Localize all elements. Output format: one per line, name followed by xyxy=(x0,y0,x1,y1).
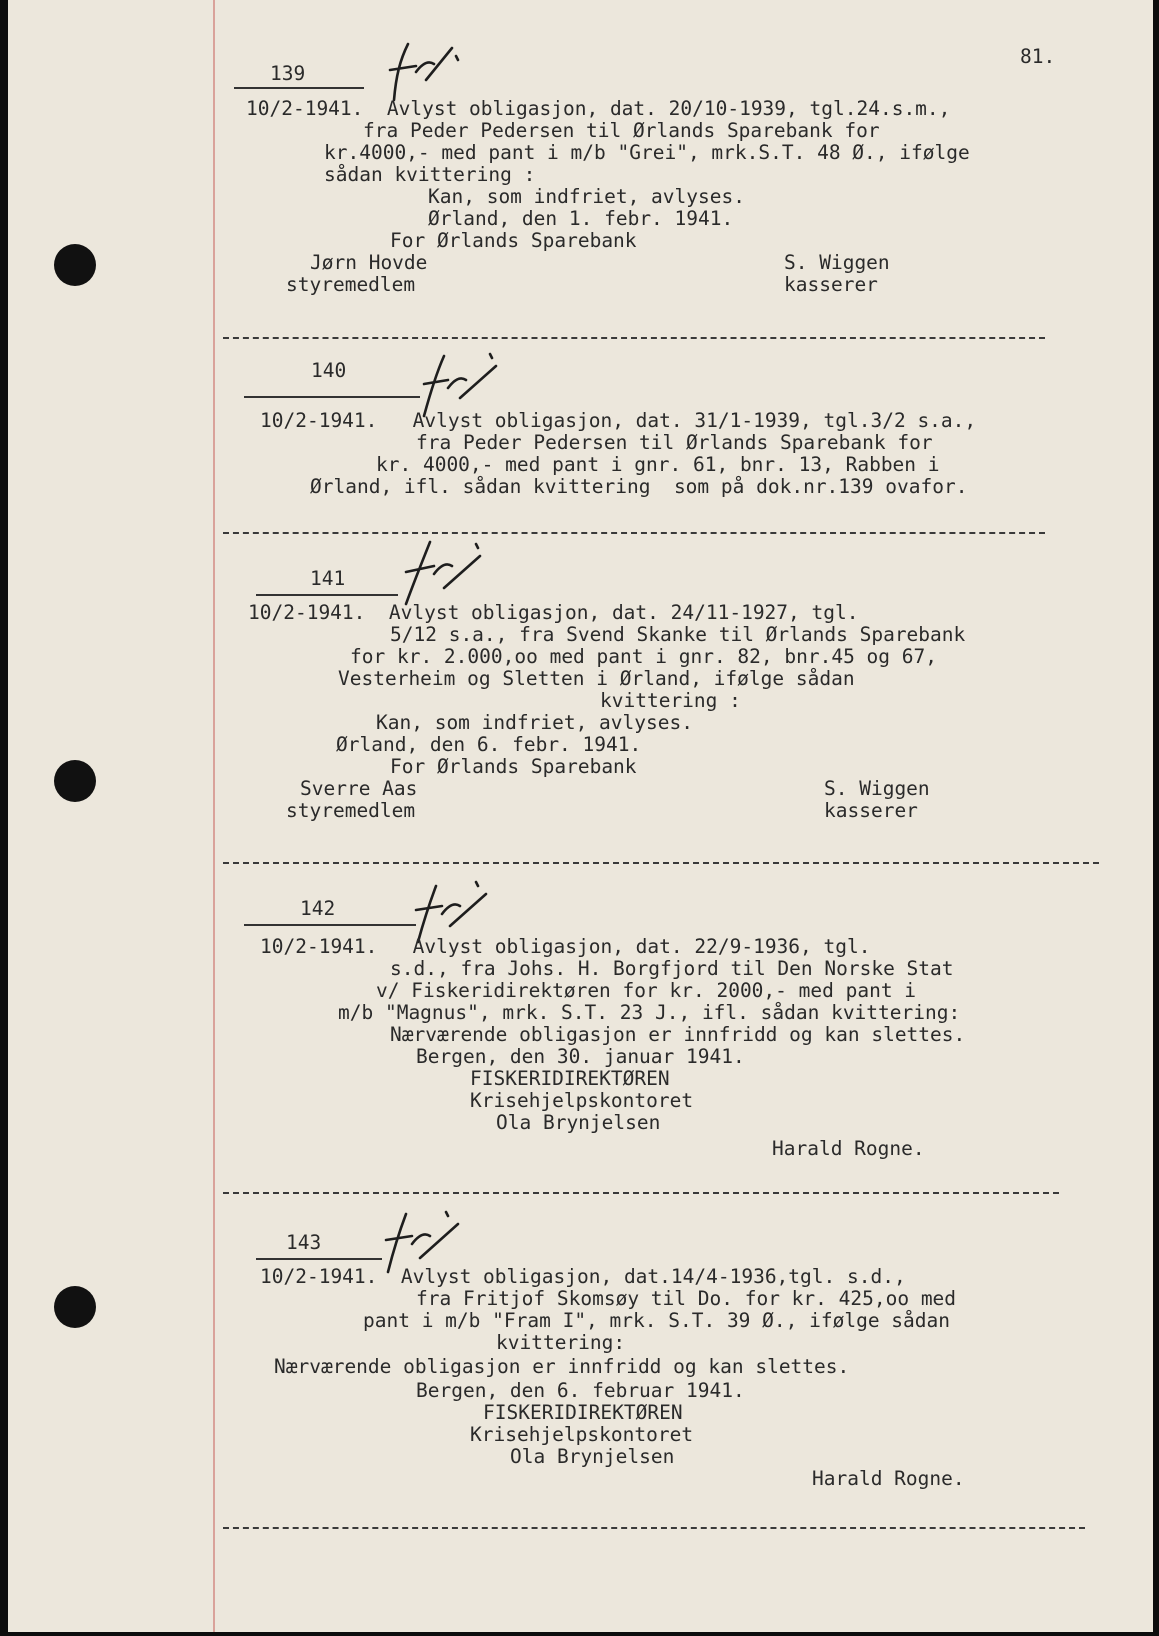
entry-line: kr. 4000,- med pant i gnr. 61, bnr. 13, Rabben i xyxy=(376,453,940,476)
entry-line: For Ørlands Sparebank xyxy=(390,755,637,778)
entry-line: m/b "Magnus", mrk. S.T. 23 J., ifl. sådan kvittering: xyxy=(338,1001,961,1024)
entry-line: pant i m/b "Fram I", mrk. S.T. 39 Ø., ifølge sådan xyxy=(363,1309,950,1332)
signatory-name: Harald Rogne. xyxy=(812,1467,965,1490)
entry-line: sådan kvittering : xyxy=(324,163,536,186)
entry-line: kr.4000,- med pant i m/b "Grei", mrk.S.T. 48 Ø., ifølge xyxy=(324,141,970,164)
entry-line: Kan, som indfriet, avlyses. xyxy=(376,711,693,734)
page-number: 81. xyxy=(1020,45,1056,68)
entry-line: fra Peder Pedersen til Ørlands Sparebank for xyxy=(363,119,880,142)
entry-line: Ørland, ifl. sådan kvittering som på dok.nr.139 ovafor. xyxy=(310,475,968,498)
entry-line: Vesterheim og Sletten i Ørland, ifølge sådan xyxy=(338,667,855,690)
signatory-name: Ola Brynjelsen xyxy=(510,1445,675,1468)
binder-hole xyxy=(54,244,96,286)
entry-number: 139 xyxy=(270,62,306,85)
entry-line: Kan, som indfriet, avlyses. xyxy=(428,185,745,208)
entry-line: Ørland, den 6. febr. 1941. xyxy=(336,733,642,756)
signatory-name: Jørn Hovde xyxy=(310,251,428,274)
entry-line: for kr. 2.000,oo med pant i gnr. 82, bnr.45 og 67, xyxy=(350,645,937,668)
separator xyxy=(223,1192,1059,1194)
signatory-name: Harald Rogne. xyxy=(772,1137,925,1160)
number-underline xyxy=(244,396,420,398)
entry-line: Ørland, den 1. febr. 1941. xyxy=(428,207,734,230)
entry-number: 143 xyxy=(286,1231,322,1254)
number-underline xyxy=(234,87,364,89)
entry-line: Bergen, den 6. februar 1941. xyxy=(416,1379,745,1402)
entry-line: Nærværende obligasjon er innfridd og kan slettes. xyxy=(390,1023,966,1046)
signatory-title: kasserer xyxy=(784,273,878,296)
entry-line: Nærværende obligasjon er innfridd og kan slettes. xyxy=(274,1355,850,1378)
entry-number: 142 xyxy=(300,897,336,920)
entry-line: For Ørlands Sparebank xyxy=(390,229,637,252)
separator xyxy=(223,1527,1085,1529)
entry-line: FISKERIDIREKTØREN xyxy=(483,1401,683,1424)
number-underline xyxy=(244,924,416,926)
entry-line: 5/12 s.a., fra Svend Skanke til Ørlands Sparebank xyxy=(390,623,966,646)
initials-mark xyxy=(400,536,490,610)
entry-line: Bergen, den 30. januar 1941. xyxy=(416,1045,745,1068)
separator xyxy=(223,532,1045,534)
separator xyxy=(223,862,1099,864)
number-underline xyxy=(256,1258,382,1260)
entry-number: 140 xyxy=(311,359,347,382)
document-page xyxy=(8,0,1153,1632)
entry-line: Krisehjelpskontoret xyxy=(470,1089,694,1112)
entry-line: 10/2-1941. Avlyst obligasjon, dat.14/4-1936,tgl. s.d., xyxy=(260,1265,906,1288)
entry-line: 10/2-1941. Avlyst obligasjon, dat. 20/10-1939, tgl.24.s.m., xyxy=(246,97,951,120)
entry-number: 141 xyxy=(310,567,346,590)
initials-mark xyxy=(386,36,466,106)
signatory-name: Sverre Aas xyxy=(300,777,418,800)
signatory-title: styremedlem xyxy=(286,273,416,296)
margin-line xyxy=(213,0,215,1632)
binder-hole xyxy=(54,760,96,802)
separator xyxy=(223,337,1045,339)
entry-line: v/ Fiskeridirektøren for kr. 2000,- med pant i xyxy=(376,979,917,1002)
number-underline xyxy=(256,594,398,596)
entry-line: 10/2-1941. Avlyst obligasjon, dat. 22/9-1936, tgl. xyxy=(260,935,871,958)
entry-line: kvittering : xyxy=(600,689,741,712)
entry-line: s.d., fra Johs. H. Borgfjord til Den Norske Stat xyxy=(390,957,954,980)
entry-line: fra Fritjof Skomsøy til Do. for kr. 425,oo med xyxy=(416,1287,957,1310)
entry-line: Krisehjelpskontoret xyxy=(470,1423,694,1446)
entry-line: FISKERIDIREKTØREN xyxy=(470,1067,670,1090)
signatory-name: S. Wiggen xyxy=(784,251,890,274)
signatory-title: styremedlem xyxy=(286,799,416,822)
entry-line: 10/2-1941. Avlyst obligasjon, dat. 31/1-1939, tgl.3/2 s.a., xyxy=(260,409,977,432)
entry-line: fra Peder Pedersen til Ørlands Sparebank for xyxy=(416,431,933,454)
binder-hole xyxy=(54,1286,96,1328)
signatory-name: S. Wiggen xyxy=(824,777,930,800)
signatory-name: Ola Brynjelsen xyxy=(496,1111,661,1134)
entry-line: 10/2-1941. Avlyst obligasjon, dat. 24/11-1927, tgl. xyxy=(248,601,859,624)
entry-line: kvittering: xyxy=(496,1331,626,1354)
signatory-title: kasserer xyxy=(824,799,918,822)
